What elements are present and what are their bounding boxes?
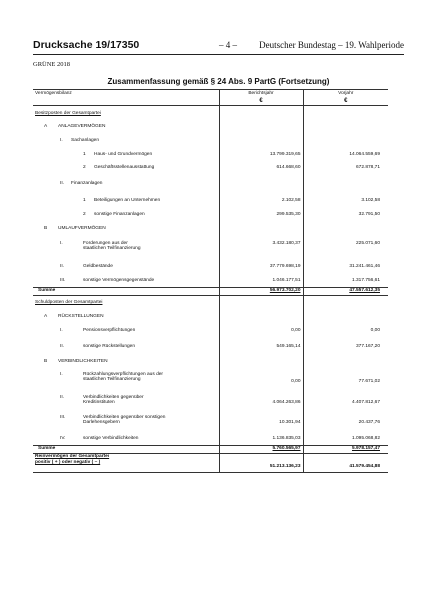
row-label: UMLAUFVERMÖGEN: [58, 225, 106, 231]
value-current: 56.973.702,20: [219, 288, 303, 296]
value-previous: 41.579.454,88: [303, 454, 388, 473]
row-number: II.: [60, 180, 64, 186]
row-number: 2: [83, 164, 86, 170]
row-label: Sachanlagen: [71, 137, 100, 143]
value-current: 614.668,60: [219, 161, 303, 174]
value-current: 549.165,14: [219, 338, 303, 354]
currency-current: €: [259, 97, 263, 104]
table-row: [33, 391, 388, 411]
table-row: [33, 338, 388, 354]
table-row: [33, 354, 388, 367]
sum-label: Summe: [33, 446, 219, 454]
row-number: 1: [83, 151, 86, 157]
table-row: [33, 221, 388, 234]
value-current: 37.779.698,19: [219, 256, 303, 274]
liabilities-heading: Schuldposten der Gesamtpartei: [35, 300, 103, 306]
row-number: B: [44, 225, 48, 231]
document-number-value: 17350: [110, 39, 140, 51]
value-current: 1.046.177,51: [219, 274, 303, 288]
table-row: [33, 296, 388, 310]
value-previous: 0,00: [303, 323, 388, 338]
row-label: Beteiligungen an Unternehmen: [94, 197, 161, 203]
net-assets-label: [33, 454, 219, 473]
row-number: I.: [60, 240, 63, 246]
net-assets-label-line1: Reinvermögen der Gesamtpartei: [35, 454, 110, 460]
value-previous: 77.671,02: [303, 367, 388, 391]
currency-previous: €: [344, 97, 348, 104]
value-previous: 4.407.812,67: [303, 391, 388, 411]
header-rule: [33, 54, 404, 55]
page-title: Zusammenfassung gemäß § 24 Abs. 9 PartG (Fortsetzung): [107, 77, 330, 86]
table-row: [33, 411, 388, 431]
table-row: [33, 106, 388, 120]
value-current: 3.432.180,37: [219, 234, 303, 256]
table-row: [33, 174, 388, 191]
row-label: Rückzahlungsverpflichtungen aus der staatlichen Teilfinanzierung: [83, 371, 163, 383]
value-current: 299.535,30: [219, 208, 303, 221]
value-current: 0,00: [219, 323, 303, 338]
col-header-previous-text: Vorjahr: [338, 91, 354, 96]
page-number: – 4 –: [219, 40, 237, 50]
value-previous: 47.557.612,35: [303, 288, 388, 296]
table-row: [33, 146, 388, 161]
table-row: [33, 133, 388, 146]
publisher-label: Deutscher Bundestag – 19. Wahlperiode: [259, 40, 404, 50]
document-number: [33, 39, 139, 51]
table-row: [33, 310, 388, 323]
value-previous: 1.095.068,82: [303, 431, 388, 446]
value-previous: 3.102,58: [303, 191, 388, 208]
balance-table: [33, 89, 388, 473]
row-label: Geschäftsstellenausstattung: [94, 164, 155, 170]
row-number: A: [44, 313, 48, 319]
col-header-label: Vermögensbilanz: [33, 90, 219, 106]
table-row: [33, 161, 388, 174]
party-label: GRÜNE 2018: [33, 61, 71, 68]
row-label: VERBINDLICHKEITEN: [58, 358, 108, 364]
value-current: 2.102,58: [219, 191, 303, 208]
row-label: ANLAGEVERMÖGEN: [58, 123, 106, 129]
net-assets-label-line2: positiv ( + ) oder negativ ( – ): [35, 459, 101, 465]
assets-sum-row: [33, 288, 388, 296]
row-label: Forderungen aus der staatlichen Teilfinanzierung: [83, 240, 141, 252]
value-previous: 31.241.461,46: [303, 256, 388, 274]
table-row: [33, 234, 388, 256]
row-number: I.: [60, 327, 63, 333]
table-row: [33, 208, 388, 221]
row-number: 1: [83, 197, 86, 203]
row-label: sonstige Rückstellungen: [83, 343, 135, 349]
row-number: II.: [60, 394, 64, 400]
row-label: Verbindlichkeiten gegenüber sonstigen Darlehensgebern: [83, 414, 166, 426]
row-label: sonstige Verbindlichkeiten: [83, 435, 139, 441]
table-row: [33, 367, 388, 391]
row-number: III.: [60, 414, 66, 420]
value-current: 0,00: [219, 367, 303, 391]
row-number: III.: [60, 277, 66, 283]
value-current: 51.213.136,23: [219, 454, 303, 473]
value-previous: 225.071,60: [303, 234, 388, 256]
liabilities-sum-row: [33, 446, 388, 454]
value-current: 4.064.263,86: [219, 391, 303, 411]
value-previous: 377.167,20: [303, 338, 388, 354]
col-header-current-text: Berichtsjahr: [248, 91, 274, 96]
row-number: A: [44, 123, 48, 129]
table-row: [33, 274, 388, 288]
value-current: 5.760.565,97: [219, 446, 303, 454]
page-header: [33, 39, 404, 53]
row-label: sonstige Vermögensgegenstände: [83, 277, 155, 283]
value-previous: 32.791,50: [303, 208, 388, 221]
net-assets-row: [33, 454, 388, 473]
row-number: B: [44, 358, 48, 364]
value-previous: 1.317.756,61: [303, 274, 388, 288]
row-label: Verbindlichkeiten gegenüber Kreditinstituten: [83, 394, 144, 406]
row-label: Finanzanlagen: [71, 180, 103, 186]
table-row: [33, 431, 388, 446]
row-label: RÜCKSTELLUNGEN: [58, 313, 104, 319]
document-number-prefix: Drucksache 19/: [33, 39, 111, 51]
row-label: Pensionsverpflichtungen: [83, 327, 136, 333]
value-previous: 14.064.559,69: [303, 146, 388, 161]
table-header-row: [33, 90, 388, 106]
col-header-previous: [303, 90, 388, 106]
row-label: Geldbestände: [83, 263, 113, 269]
table-row: [33, 120, 388, 133]
row-label: sonstige Finanzanlagen: [94, 211, 145, 217]
assets-heading: Besitzposten der Gesamtpartei: [35, 111, 101, 117]
sum-label: Summe: [33, 288, 219, 296]
row-number: 2: [83, 211, 86, 217]
value-current: 10.301,94: [219, 411, 303, 431]
row-number: II.: [60, 263, 64, 269]
value-previous: 20.437,76: [303, 411, 388, 431]
table-row: [33, 323, 388, 338]
row-number: I.: [60, 371, 63, 377]
value-previous: 5.978.157,47: [303, 446, 388, 454]
table-row: [33, 191, 388, 208]
value-current: 1.136.835,03: [219, 431, 303, 446]
value-previous: 672.878,71: [303, 161, 388, 174]
row-number: I.: [60, 137, 63, 143]
table-row: [33, 256, 388, 274]
value-current: 13.799.319,65: [219, 146, 303, 161]
col-header-current: [219, 90, 303, 106]
row-number: IV.: [60, 435, 66, 441]
row-number: II.: [60, 343, 64, 349]
row-label: Haus- und Grundvermögen: [94, 151, 153, 157]
